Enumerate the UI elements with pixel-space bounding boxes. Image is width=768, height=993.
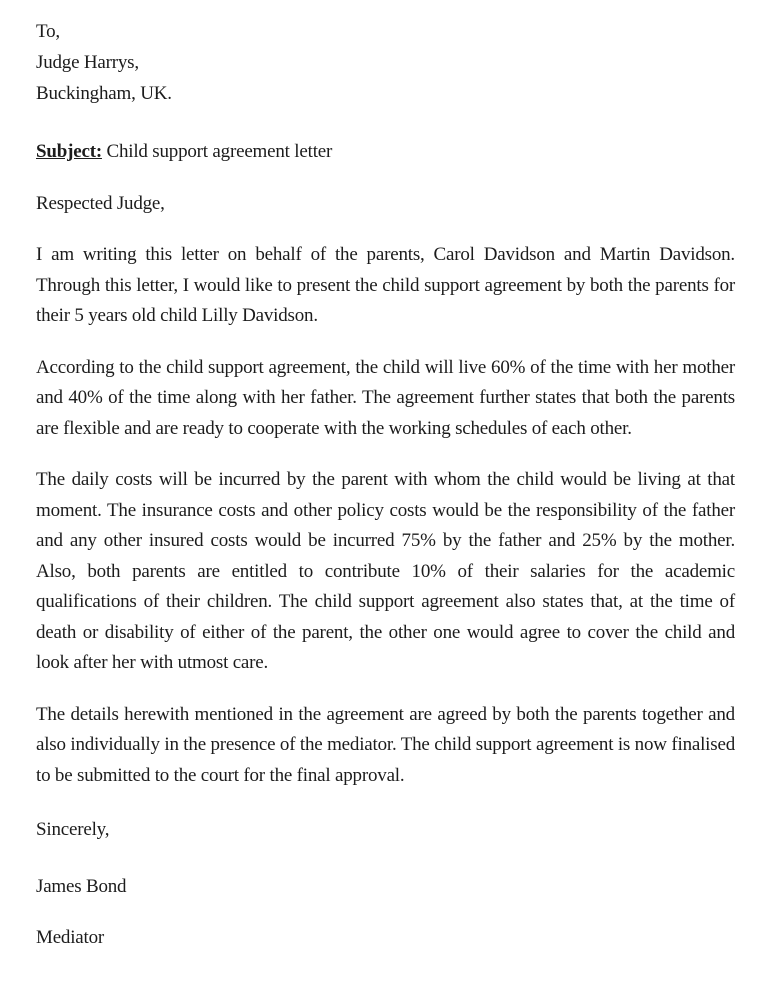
recipient-location: Buckingham, UK. <box>36 83 172 104</box>
paragraph-costs: The daily costs will be incurred by the parent with whom the child would be living at that moment. The insurance costs and other policy costs would be the responsibility of the father and any other insured costs would be incurred 75% by the father and 25% by the mother. Also, both parents are entitled to contribute 10% of their salaries for the academic qualifications of their children. The child support agreement also states that, at the time of death or disability of either of the parent, the other one would agree to cover the child and look after her with utmost care. <box>36 469 735 673</box>
recipient-salutation: To, <box>36 21 60 42</box>
greeting: Respected Judge, <box>36 193 165 214</box>
recipient-block <box>36 16 735 109</box>
paragraph-finalisation: The details herewith mentioned in the agreement are agreed by both the parents together and also individually in the presence of the mediator. The child support agreement is now finalised to be submitted to the court for the final approval. <box>36 703 735 786</box>
signature-title: Mediator <box>36 927 105 948</box>
paragraph-living-arrangement: According to the child support agreement, the child will live 60% of the time with her mother and 40% of the time along with her father. The agreement further states that both the parents are flexible and are ready to cooperate with the working schedules of each other. <box>36 356 735 439</box>
paragraph-introduction: I am writing this letter on behalf of the parents, Carol Davidson and Martin Davidson. Through this letter, I would like to present the child support agreement by both the parents for their 5 years old child Lilly Davidson. <box>36 244 735 326</box>
signature-name: James Bond <box>36 876 127 897</box>
subject-label: Subject: <box>36 141 102 162</box>
subject-line <box>36 137 735 167</box>
closing: Sincerely, <box>36 819 110 840</box>
subject-text: Child support agreement letter <box>101 141 333 162</box>
recipient-name: Judge Harrys, <box>36 52 139 73</box>
